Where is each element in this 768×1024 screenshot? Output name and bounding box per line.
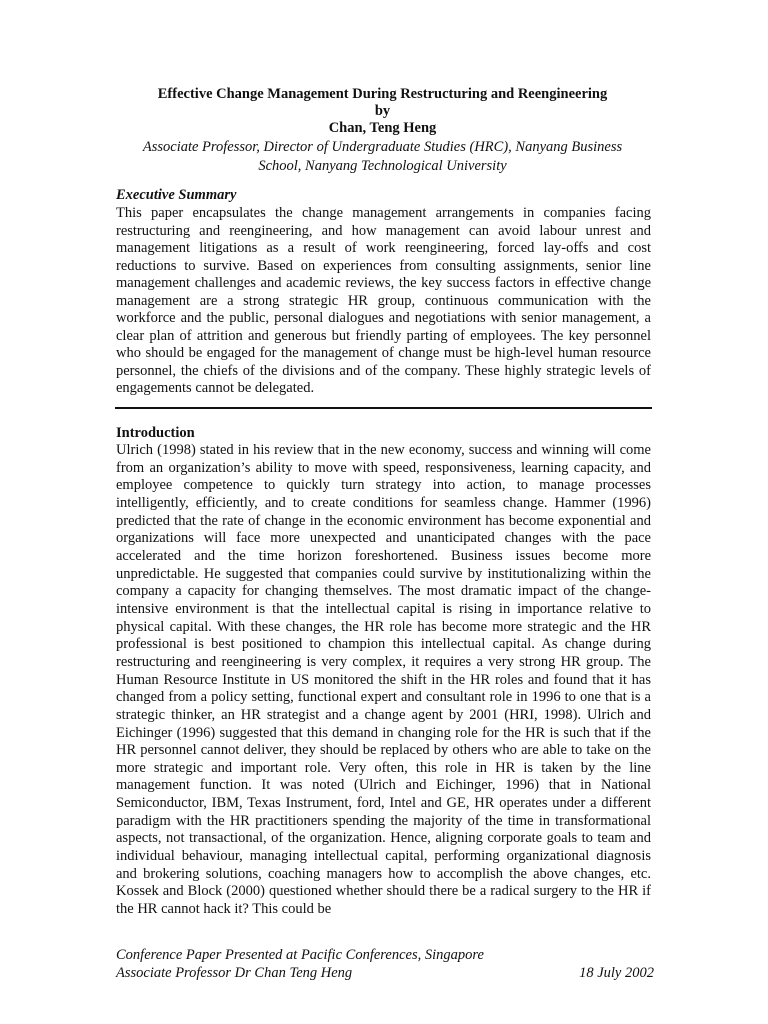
affiliation-line-1: Associate Professor, Director of Undergraduate Studies (HRC), Nanyang Business (142, 139, 623, 155)
introduction-heading: Introduction (116, 425, 195, 441)
footer-date: 18 July 2002 (579, 965, 654, 981)
title-block (116, 86, 649, 176)
author-affiliation (116, 138, 649, 176)
author-name: Chan, Teng Heng (328, 120, 437, 136)
executive-summary-text: This paper encapsulates the change management arrangements in companies facing restructuring and reengineering, and how management can avoid labour unrest and management litigations as a result of work reengineering, forced lay-offs and cost reductions to survive. Based on experiences from consulting assignments, senior line management challenges and academic reviews, the key success factors in effective change management are a strong strategic HR group, continuous communication with the workforce and the public, personal dialogues and negotiations with senior management, a clear plan of attrition and generous but friendly parting of employees. The key personnel who should be engaged for the management of change must be high-level human resource personnel, the chiefs of the divisions and of the company. These highly strategic levels of engagements cannot be delegated. (116, 205, 651, 397)
footer-author-row (116, 964, 654, 982)
footer-conference: Conference Paper Presented at Pacific Conferences, Singapore (116, 947, 484, 963)
affiliation-line-2: School, Nanyang Technological University (258, 158, 507, 174)
by-line: by (374, 103, 391, 119)
executive-summary-heading: Executive Summary (116, 187, 237, 203)
footer-author: Associate Professor Dr Chan Teng Heng (116, 965, 353, 981)
page-footer (116, 946, 654, 982)
introduction-text: Ulrich (1998) stated in his review that in the new economy, success and winning will come from an organization’s ability to move with speed, responsiveness, learning capacity, and employee competence to quickly turn strategy into action, to manage processes intelligently, efficiently, and to create conditions for seamless change. Hammer (1996) predicted that the rate of change in the economic environment has become exponential and organizations will face more unexpected and unanticipated changes with the pace accelerated and the time horizon foreshortened. Business issues become more unpredictable. He suggested that companies could survive by institutionalizing within the company a capacity for changing themselves. The most dramatic impact of the change-intensive environment is that the intellectual capital is rising in importance relative to physical capital. With these changes, the HR role has become more strategic and the HR professional is best positioned to champion this intellectual capital. As change during restructuring and reengineering is very complex, it requires a very strong HR group. The Human Resource Institute in US monitored the shift in the HR roles and found that it has changed from a policy setting, functional expert and consultant role in 1996 to one that is a strategic thinker, an HR strategist and a change agent by 2001 (HRI, 1998). Ulrich and Eichinger (1996) suggested that this demand in changing role for the HR is such that if the HR personnel cannot deliver, they should be replaced by others who are able to take on the more strategic and important role. Very often, this role in HR is taken by the line management function. It was noted (Ulrich and Eichinger, 1996) that in National Semiconductor, IBM, Texas Instrument, ford, Intel and GE, HR operates under a different paradigm with the HR practitioners spending the majority of the time in transformational aspects, not transactional, of the organization. Hence, aligning corporate goals to team and individual behaviour, managing intellectual capital, performing organizational diagnosis and brokering solutions, coaching managers how to accomplish the above changes, etc. Kossek and Block (2000) questioned whether should there be a radical surgery to the HR if the HR cannot hack it? This could be (116, 442, 651, 918)
paper-title: Effective Change Management During Restructuring and Reengineering (157, 86, 608, 102)
section-divider (115, 407, 652, 409)
